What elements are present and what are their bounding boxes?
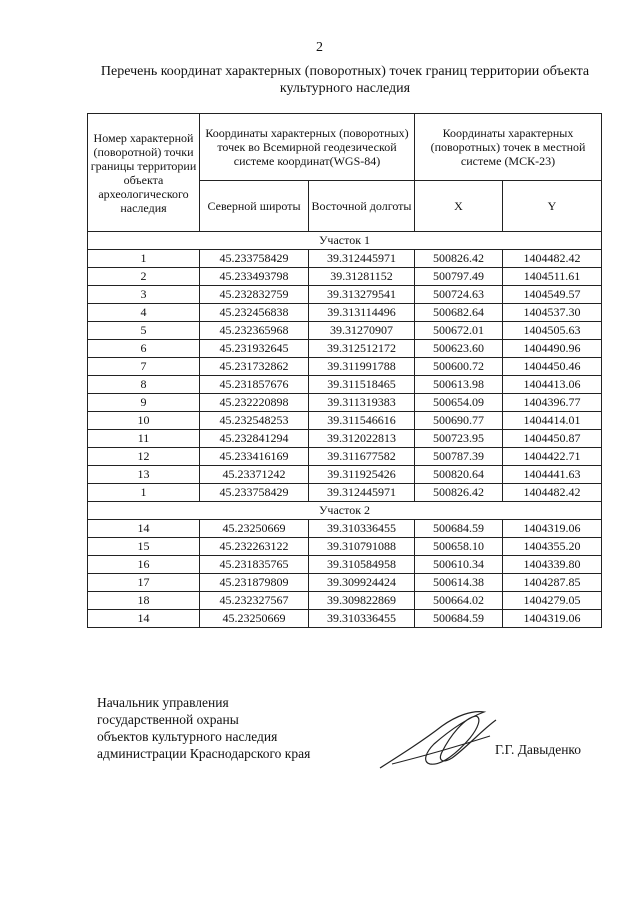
cell-east-longitude: 39.313279541 [309,286,415,304]
page-number: 2 [316,40,323,55]
cell-x: 500724.63 [415,286,503,304]
cell-east-longitude: 39.311677582 [309,448,415,466]
cell-y: 1404355.20 [503,538,602,556]
cell-east-longitude: 39.31270907 [309,322,415,340]
cell-x: 500614.38 [415,574,503,592]
cell-point-number: 6 [88,340,200,358]
table-row [88,556,602,574]
cell-east-longitude: 39.312445971 [309,250,415,268]
cell-y: 1404482.42 [503,250,602,268]
cell-north-latitude: 45.23371242 [200,466,309,484]
cell-north-latitude: 45.233758429 [200,250,309,268]
cell-y: 1404339.80 [503,556,602,574]
cell-east-longitude: 39.310791088 [309,538,415,556]
cell-x: 500682.64 [415,304,503,322]
table-row [88,430,602,448]
signature-line: администрации Краснодарского края [97,746,311,761]
cell-east-longitude: 39.311319383 [309,394,415,412]
cell-east-longitude: 39.311925426 [309,466,415,484]
cell-east-longitude: 39.312022813 [309,430,415,448]
cell-east-longitude: 39.311546616 [309,412,415,430]
cell-east-longitude: 39.31281152 [309,268,415,286]
cell-x: 500672.01 [415,322,503,340]
table-row [88,376,602,394]
table-row [88,610,602,628]
table-row [88,358,602,376]
header-wgs84: Координаты характерных (поворотных) точек во Всемирной геодезической системе координат(WGS-84) [200,114,415,181]
cell-point-number: 18 [88,592,200,610]
cell-x: 500820.64 [415,466,503,484]
cell-y: 1404537.30 [503,304,602,322]
header-north-latitude: Северной широты [200,181,309,232]
cell-x: 500654.09 [415,394,503,412]
cell-y: 1404279.05 [503,592,602,610]
cell-point-number: 12 [88,448,200,466]
cell-north-latitude: 45.231857676 [200,376,309,394]
cell-x: 500684.59 [415,520,503,538]
cell-north-latitude: 45.232327567 [200,592,309,610]
header-x: X [415,181,503,232]
cell-point-number: 16 [88,556,200,574]
cell-x: 500664.02 [415,592,503,610]
signature-line: Начальник управления [97,695,229,710]
cell-point-number: 11 [88,430,200,448]
cell-point-number: 14 [88,610,200,628]
cell-north-latitude: 45.232263122 [200,538,309,556]
cell-x: 500787.39 [415,448,503,466]
table-row [88,484,602,502]
cell-east-longitude: 39.313114496 [309,304,415,322]
cell-x: 500826.42 [415,250,503,268]
table-row [88,394,602,412]
cell-point-number: 17 [88,574,200,592]
table-row [88,286,602,304]
cell-east-longitude: 39.312445971 [309,484,415,502]
table-row [88,448,602,466]
cell-east-longitude: 39.310584958 [309,556,415,574]
cell-point-number: 10 [88,412,200,430]
cell-x: 500623.60 [415,340,503,358]
cell-y: 1404482.42 [503,484,602,502]
cell-point-number: 9 [88,394,200,412]
table-row [88,466,602,484]
cell-y: 1404450.87 [503,430,602,448]
cell-north-latitude: 45.231879809 [200,574,309,592]
table-row [88,520,602,538]
signature-line: объектов культурного наследия [97,729,278,744]
header-msk23: Координаты характерных (поворотных) точек в местной системе (МСК-23) [415,114,602,181]
cell-east-longitude: 39.311518465 [309,376,415,394]
cell-north-latitude: 45.232841294 [200,430,309,448]
cell-north-latitude: 45.231932645 [200,340,309,358]
coordinates-table [87,113,602,628]
cell-east-longitude: 39.310336455 [309,610,415,628]
table-body [88,232,602,628]
cell-y: 1404396.77 [503,394,602,412]
cell-y: 1404549.57 [503,286,602,304]
cell-east-longitude: 39.309822869 [309,592,415,610]
table-row [88,304,602,322]
cell-x: 500600.72 [415,358,503,376]
signatory-name: Г.Г. Давыденко [495,742,582,757]
cell-point-number: 3 [88,286,200,304]
cell-north-latitude: 45.233758429 [200,484,309,502]
header-y: Y [503,181,602,232]
cell-x: 500690.77 [415,412,503,430]
cell-east-longitude: 39.309924424 [309,574,415,592]
cell-north-latitude: 45.233493798 [200,268,309,286]
table-row [88,268,602,286]
cell-east-longitude: 39.312512172 [309,340,415,358]
cell-point-number: 2 [88,268,200,286]
cell-point-number: 15 [88,538,200,556]
cell-north-latitude: 45.232832759 [200,286,309,304]
handwritten-signature [372,706,502,776]
cell-east-longitude: 39.311991788 [309,358,415,376]
table-row [88,250,602,268]
cell-point-number: 8 [88,376,200,394]
signature-block [97,694,310,762]
cell-y: 1404511.61 [503,268,602,286]
cell-x: 500797.49 [415,268,503,286]
cell-north-latitude: 45.232220898 [200,394,309,412]
cell-x: 500610.34 [415,556,503,574]
header-point-number: Номер характерной (поворотной) точки границы территории объекта археологического наследия [88,114,200,232]
table-row [88,592,602,610]
header-east-longitude: Восточной долготы [309,181,415,232]
cell-x: 500658.10 [415,538,503,556]
cell-x: 500723.95 [415,430,503,448]
cell-y: 1404490.96 [503,340,602,358]
cell-x: 500684.59 [415,610,503,628]
table-row [88,340,602,358]
cell-point-number: 4 [88,304,200,322]
cell-y: 1404505.63 [503,322,602,340]
table-row [88,538,602,556]
cell-x: 500826.42 [415,484,503,502]
section-title: Участок 1 [88,232,602,250]
section-title: Участок 2 [88,502,602,520]
cell-y: 1404414.01 [503,412,602,430]
cell-y: 1404441.63 [503,466,602,484]
cell-y: 1404287.85 [503,574,602,592]
table-row [88,412,602,430]
cell-y: 1404450.46 [503,358,602,376]
cell-north-latitude: 45.232365968 [200,322,309,340]
cell-x: 500613.98 [415,376,503,394]
cell-point-number: 14 [88,520,200,538]
cell-y: 1404319.06 [503,520,602,538]
cell-point-number: 13 [88,466,200,484]
cell-point-number: 1 [88,250,200,268]
section-row [88,502,602,520]
cell-point-number: 1 [88,484,200,502]
cell-north-latitude: 45.231835765 [200,556,309,574]
cell-north-latitude: 45.23250669 [200,610,309,628]
cell-y: 1404319.06 [503,610,602,628]
section-row [88,232,602,250]
document-title: Перечень координат характерных (поворотных) точек границ территории объекта культурного наследия [100,64,590,96]
cell-point-number: 7 [88,358,200,376]
cell-north-latitude: 45.232456838 [200,304,309,322]
cell-y: 1404422.71 [503,448,602,466]
signature-line: государственной охраны [97,712,239,727]
cell-north-latitude: 45.233416169 [200,448,309,466]
cell-north-latitude: 45.23250669 [200,520,309,538]
table-row [88,574,602,592]
cell-north-latitude: 45.231732862 [200,358,309,376]
cell-point-number: 5 [88,322,200,340]
cell-east-longitude: 39.310336455 [309,520,415,538]
table-row [88,322,602,340]
cell-y: 1404413.06 [503,376,602,394]
cell-north-latitude: 45.232548253 [200,412,309,430]
